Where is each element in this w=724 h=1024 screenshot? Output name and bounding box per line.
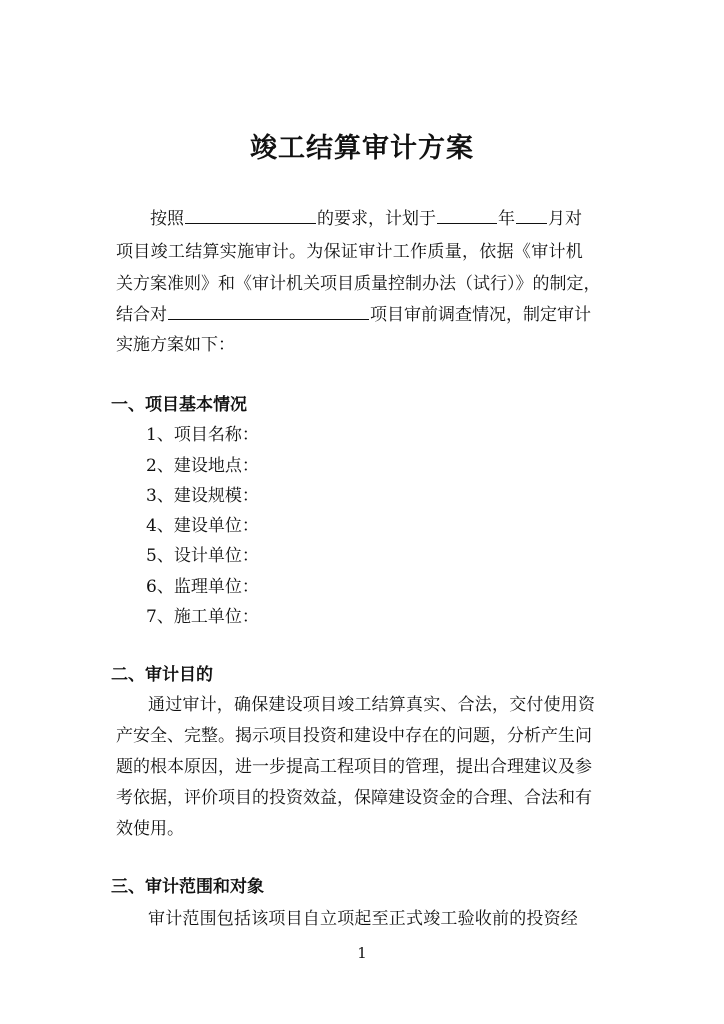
list-item: 3、建设规模：	[146, 486, 259, 506]
paragraph-line: 效使用。	[116, 819, 184, 839]
section-3-heading: 三、审计范围和对象	[111, 877, 264, 897]
intro-line-1	[150, 208, 582, 230]
paragraph-line: 审计范围包括该项目自立项起至正式竣工验收前的投资经	[148, 909, 578, 929]
blank-fill-line	[185, 208, 316, 224]
intro-text: 的要求，计划于	[317, 209, 436, 229]
list-item: 4、建设单位：	[146, 516, 259, 536]
paragraph-line: 考依据，评价项目的投资效益，保障建设资金的合理、合法和有	[116, 788, 592, 808]
list-item: 7、施工单位：	[146, 607, 259, 627]
intro-text: 项目审前调查情况，制定审计	[370, 305, 591, 325]
paragraph-line: 通过审计，确保建设项目竣工结算真实、合法，交付使用资	[148, 695, 596, 715]
blank-fill-line	[516, 208, 547, 224]
section-2-heading: 二、审计目的	[111, 665, 213, 685]
intro-line-5: 实施方案如下：	[116, 335, 235, 355]
intro-text: 按照	[150, 209, 184, 229]
list-item: 1、项目名称：	[146, 425, 259, 445]
intro-text: 结合对	[116, 305, 167, 325]
list-item: 2、建设地点：	[146, 456, 259, 476]
intro-line-3: 关方案准则》和《审计机关项目质量控制办法（试行）》的制定，	[116, 274, 601, 294]
document-title: 竣工结算审计方案	[250, 133, 474, 164]
paragraph-line: 题的根本原因，进一步提高工程项目的管理，提出合理建议及参	[116, 757, 592, 777]
blank-fill-line	[168, 304, 369, 320]
paragraph-line: 产安全、完整。揭示项目投资和建设中存在的问题，分析产生问	[116, 726, 592, 746]
list-item: 6、监理单位：	[146, 577, 259, 597]
intro-line-2: 项目竣工结算实施审计。为保证审计工作质量，依据《审计机	[116, 242, 584, 262]
page-number: 1	[357, 944, 367, 962]
blank-fill-line	[437, 208, 497, 224]
intro-text: 年	[498, 209, 515, 229]
intro-text: 月对	[548, 209, 582, 229]
intro-line-4	[116, 304, 591, 326]
list-item: 5、设计单位：	[146, 546, 259, 566]
section-1-heading: 一、项目基本情况	[111, 395, 247, 415]
